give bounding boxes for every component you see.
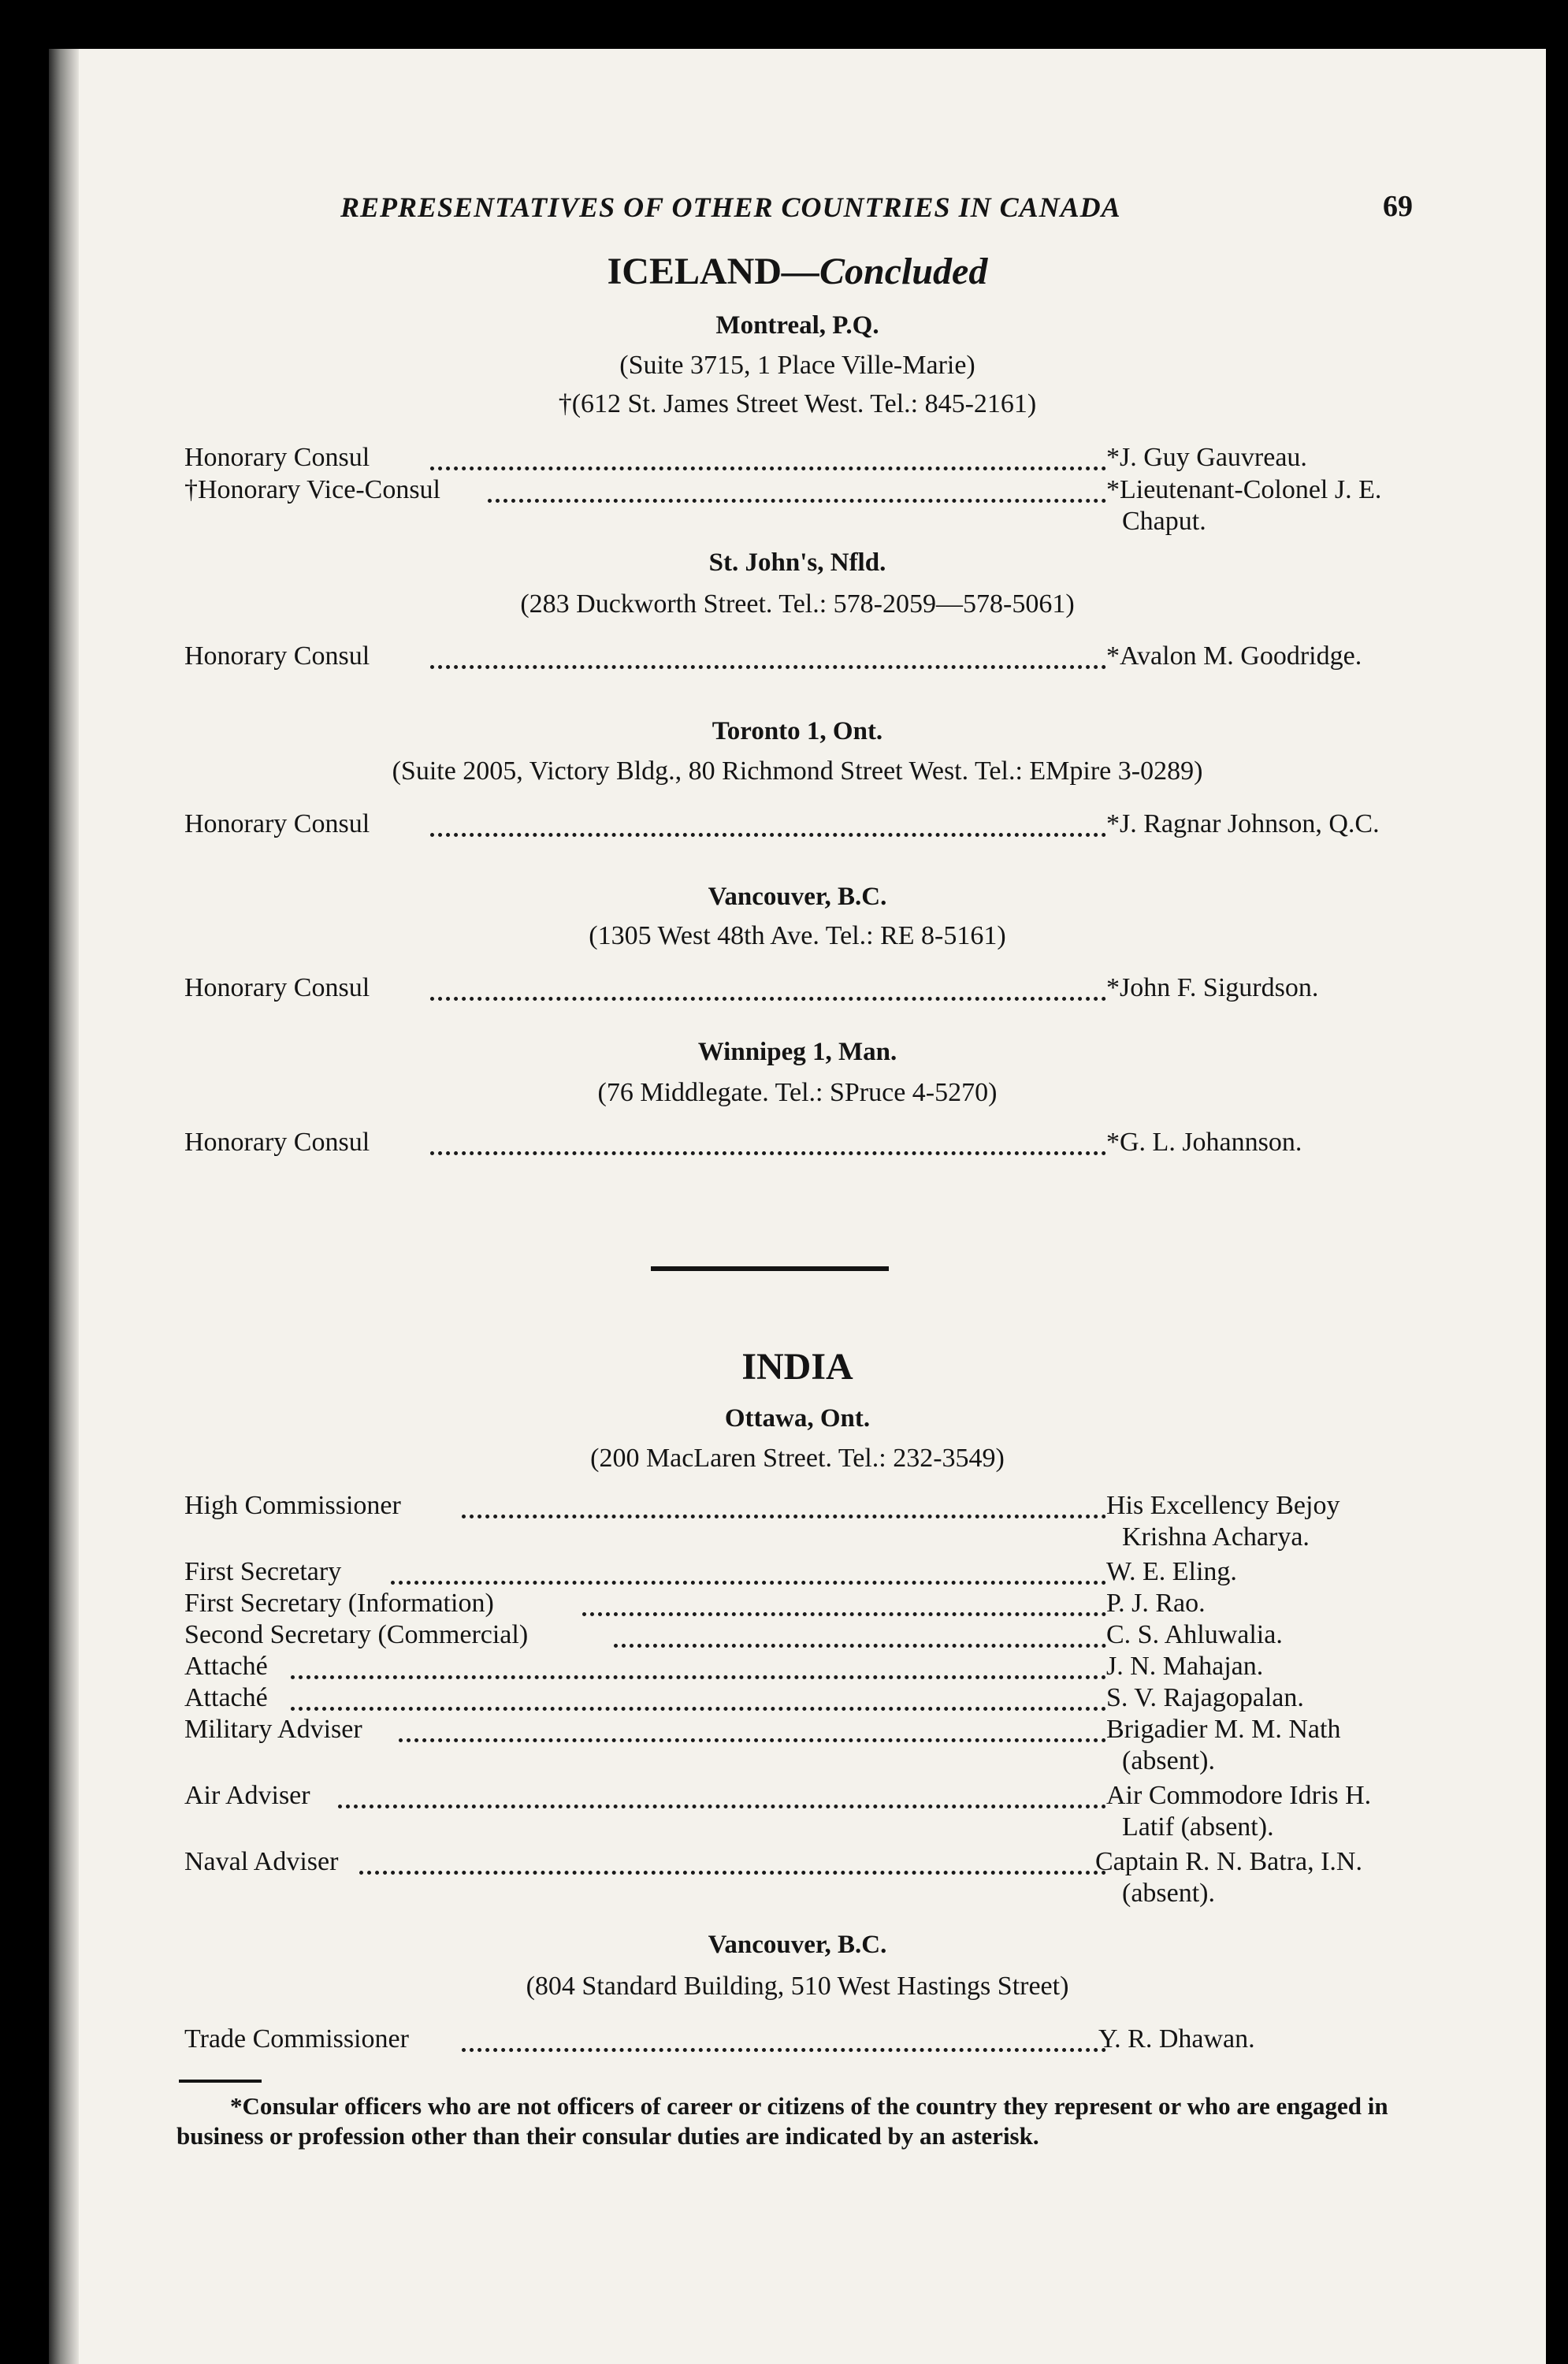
role-label: High Commissioner (184, 1491, 401, 1520)
office-holder-continued: (absent). (1122, 1746, 1216, 1775)
city-ottawa: Ottawa, Ont. (724, 1404, 871, 1433)
listing-row (184, 2024, 1461, 2056)
role-label: Honorary Consul (184, 443, 370, 472)
dot-leader (582, 1612, 1106, 1616)
dot-leader (462, 2048, 1106, 2052)
office-holder: Y. R. Dhawan. (1098, 2024, 1255, 2054)
page-number: 69 (1383, 190, 1413, 223)
office-holder-continued: (absent). (1122, 1879, 1216, 1908)
office-holder: Air Commodore Idris H. (1106, 1781, 1372, 1810)
dot-leader (430, 665, 1106, 669)
role-label: Second Secretary (Commercial) (184, 1620, 529, 1649)
iceland-title-suffix: —Concluded (782, 251, 988, 292)
listing-row (184, 641, 1461, 673)
office-holder-continued: Krishna Acharya. (1122, 1522, 1310, 1552)
dot-leader (614, 1644, 1106, 1648)
dot-leader (391, 1581, 1106, 1585)
office-holder-continued: Latif (absent). (1122, 1812, 1274, 1842)
dot-leader (462, 1515, 1106, 1518)
role-label: First Secretary (184, 1557, 342, 1586)
listing-row (184, 1491, 1461, 1552)
office-holder: *J. Ragnar Johnson, Q.C. (1106, 809, 1380, 838)
city-winnipeg: Winnipeg 1, Man. (697, 1038, 897, 1066)
dot-leader (338, 1805, 1106, 1808)
city-toronto: Toronto 1, Ont. (712, 717, 883, 745)
address-montreal-2: †(612 St. James Street West. Tel.: 845-2161) (558, 389, 1037, 418)
listing-row (184, 809, 1461, 841)
footnote-rule (179, 2080, 262, 2083)
address-vancouver-india: (804 Standard Building, 510 West Hastings Street) (526, 1972, 1069, 2001)
office-holder: *J. Guy Gauvreau. (1106, 443, 1307, 472)
office-holder: P. J. Rao. (1106, 1589, 1206, 1618)
office-holder: Brigadier M. M. Nath (1106, 1715, 1341, 1744)
address-vancouver: (1305 West 48th Ave. Tel.: RE 8-5161) (589, 921, 1006, 950)
role-label: Naval Adviser (184, 1847, 339, 1876)
address-winnipeg: (76 Middlegate. Tel.: SPruce 4-5270) (597, 1078, 998, 1107)
role-label: †Honorary Vice-Consul (184, 475, 440, 504)
city-vancouver: Vancouver, B.C. (708, 883, 887, 911)
dot-leader (359, 1871, 1106, 1875)
listing-row (184, 1847, 1461, 1908)
listing-row (184, 475, 1461, 536)
address-montreal-1: (Suite 3715, 1 Place Ville-Marie) (619, 351, 975, 380)
dot-leader (430, 997, 1106, 1001)
role-label: Honorary Consul (184, 641, 370, 671)
role-label: Honorary Consul (184, 1128, 370, 1157)
footnote: *Consular officers who are not officers of career or citizens of the country they represent or who are engaged in business or profession other than their consular duties are indicated by an asterisk. (176, 2092, 1388, 2150)
office-holder: Captain R. N. Batra, I.N. (1095, 1847, 1362, 1876)
office-holder: J. N. Mahajan. (1106, 1652, 1264, 1681)
address-st-johns: (283 Duckworth Street. Tel.: 578-2059—578-5061) (520, 589, 1075, 619)
india-heading (49, 1345, 1546, 1388)
section-divider (651, 1266, 889, 1271)
office-holder: *Lieutenant-Colonel J. E. (1106, 475, 1382, 504)
dot-leader (430, 466, 1106, 470)
office-holder: S. V. Rajagopalan. (1106, 1683, 1304, 1712)
dot-leader (488, 499, 1106, 503)
listing-row (184, 443, 1461, 474)
role-label: Air Adviser (184, 1781, 310, 1810)
role-label: Military Adviser (184, 1715, 362, 1744)
listing-row (184, 1781, 1461, 1842)
listing-row (184, 1557, 1461, 1589)
office-holder: *G. L. Johannson. (1106, 1128, 1302, 1157)
running-title: REPRESENTATIVES OF OTHER COUNTRIES IN CANADA (340, 191, 1121, 223)
listing-row (184, 973, 1461, 1005)
dot-leader (430, 1151, 1106, 1155)
city-montreal: Montreal, P.Q. (715, 311, 879, 340)
role-label: Honorary Consul (184, 973, 370, 1002)
india-title: INDIA (741, 1346, 853, 1388)
listing-row (184, 1683, 1461, 1715)
office-holder: His Excellency Bejoy (1106, 1491, 1340, 1520)
listing-row (184, 1620, 1461, 1652)
dot-leader (399, 1738, 1106, 1742)
office-holder-continued: Chaput. (1122, 507, 1206, 536)
role-label: First Secretary (Information) (184, 1589, 494, 1618)
office-holder: C. S. Ahluwalia. (1106, 1620, 1283, 1649)
dot-leader (291, 1675, 1106, 1679)
dot-leader (430, 833, 1106, 837)
address-toronto: (Suite 2005, Victory Bldg., 80 Richmond Street West. Tel.: EMpire 3-0289) (392, 756, 1203, 786)
role-label: Attaché (184, 1652, 268, 1681)
listing-row (184, 1589, 1461, 1620)
role-label: Trade Commissioner (184, 2024, 409, 2054)
document-page (49, 49, 1546, 2364)
office-holder: *John F. Sigurdson. (1106, 973, 1319, 1002)
address-ottawa: (200 MacLaren Street. Tel.: 232-3549) (590, 1444, 1005, 1473)
city-st-johns: St. John's, Nfld. (708, 548, 886, 577)
listing-row (184, 1715, 1461, 1775)
role-label: Honorary Consul (184, 809, 370, 838)
role-label: Attaché (184, 1683, 268, 1712)
iceland-heading (49, 250, 1546, 293)
listing-row (184, 1128, 1461, 1159)
office-holder: W. E. Eling. (1106, 1557, 1237, 1586)
office-holder: *Avalon M. Goodridge. (1106, 641, 1362, 671)
dot-leader (291, 1707, 1106, 1711)
listing-row (184, 1652, 1461, 1683)
city-vancouver-india: Vancouver, B.C. (708, 1931, 887, 1959)
iceland-title: ICELAND (607, 251, 782, 292)
